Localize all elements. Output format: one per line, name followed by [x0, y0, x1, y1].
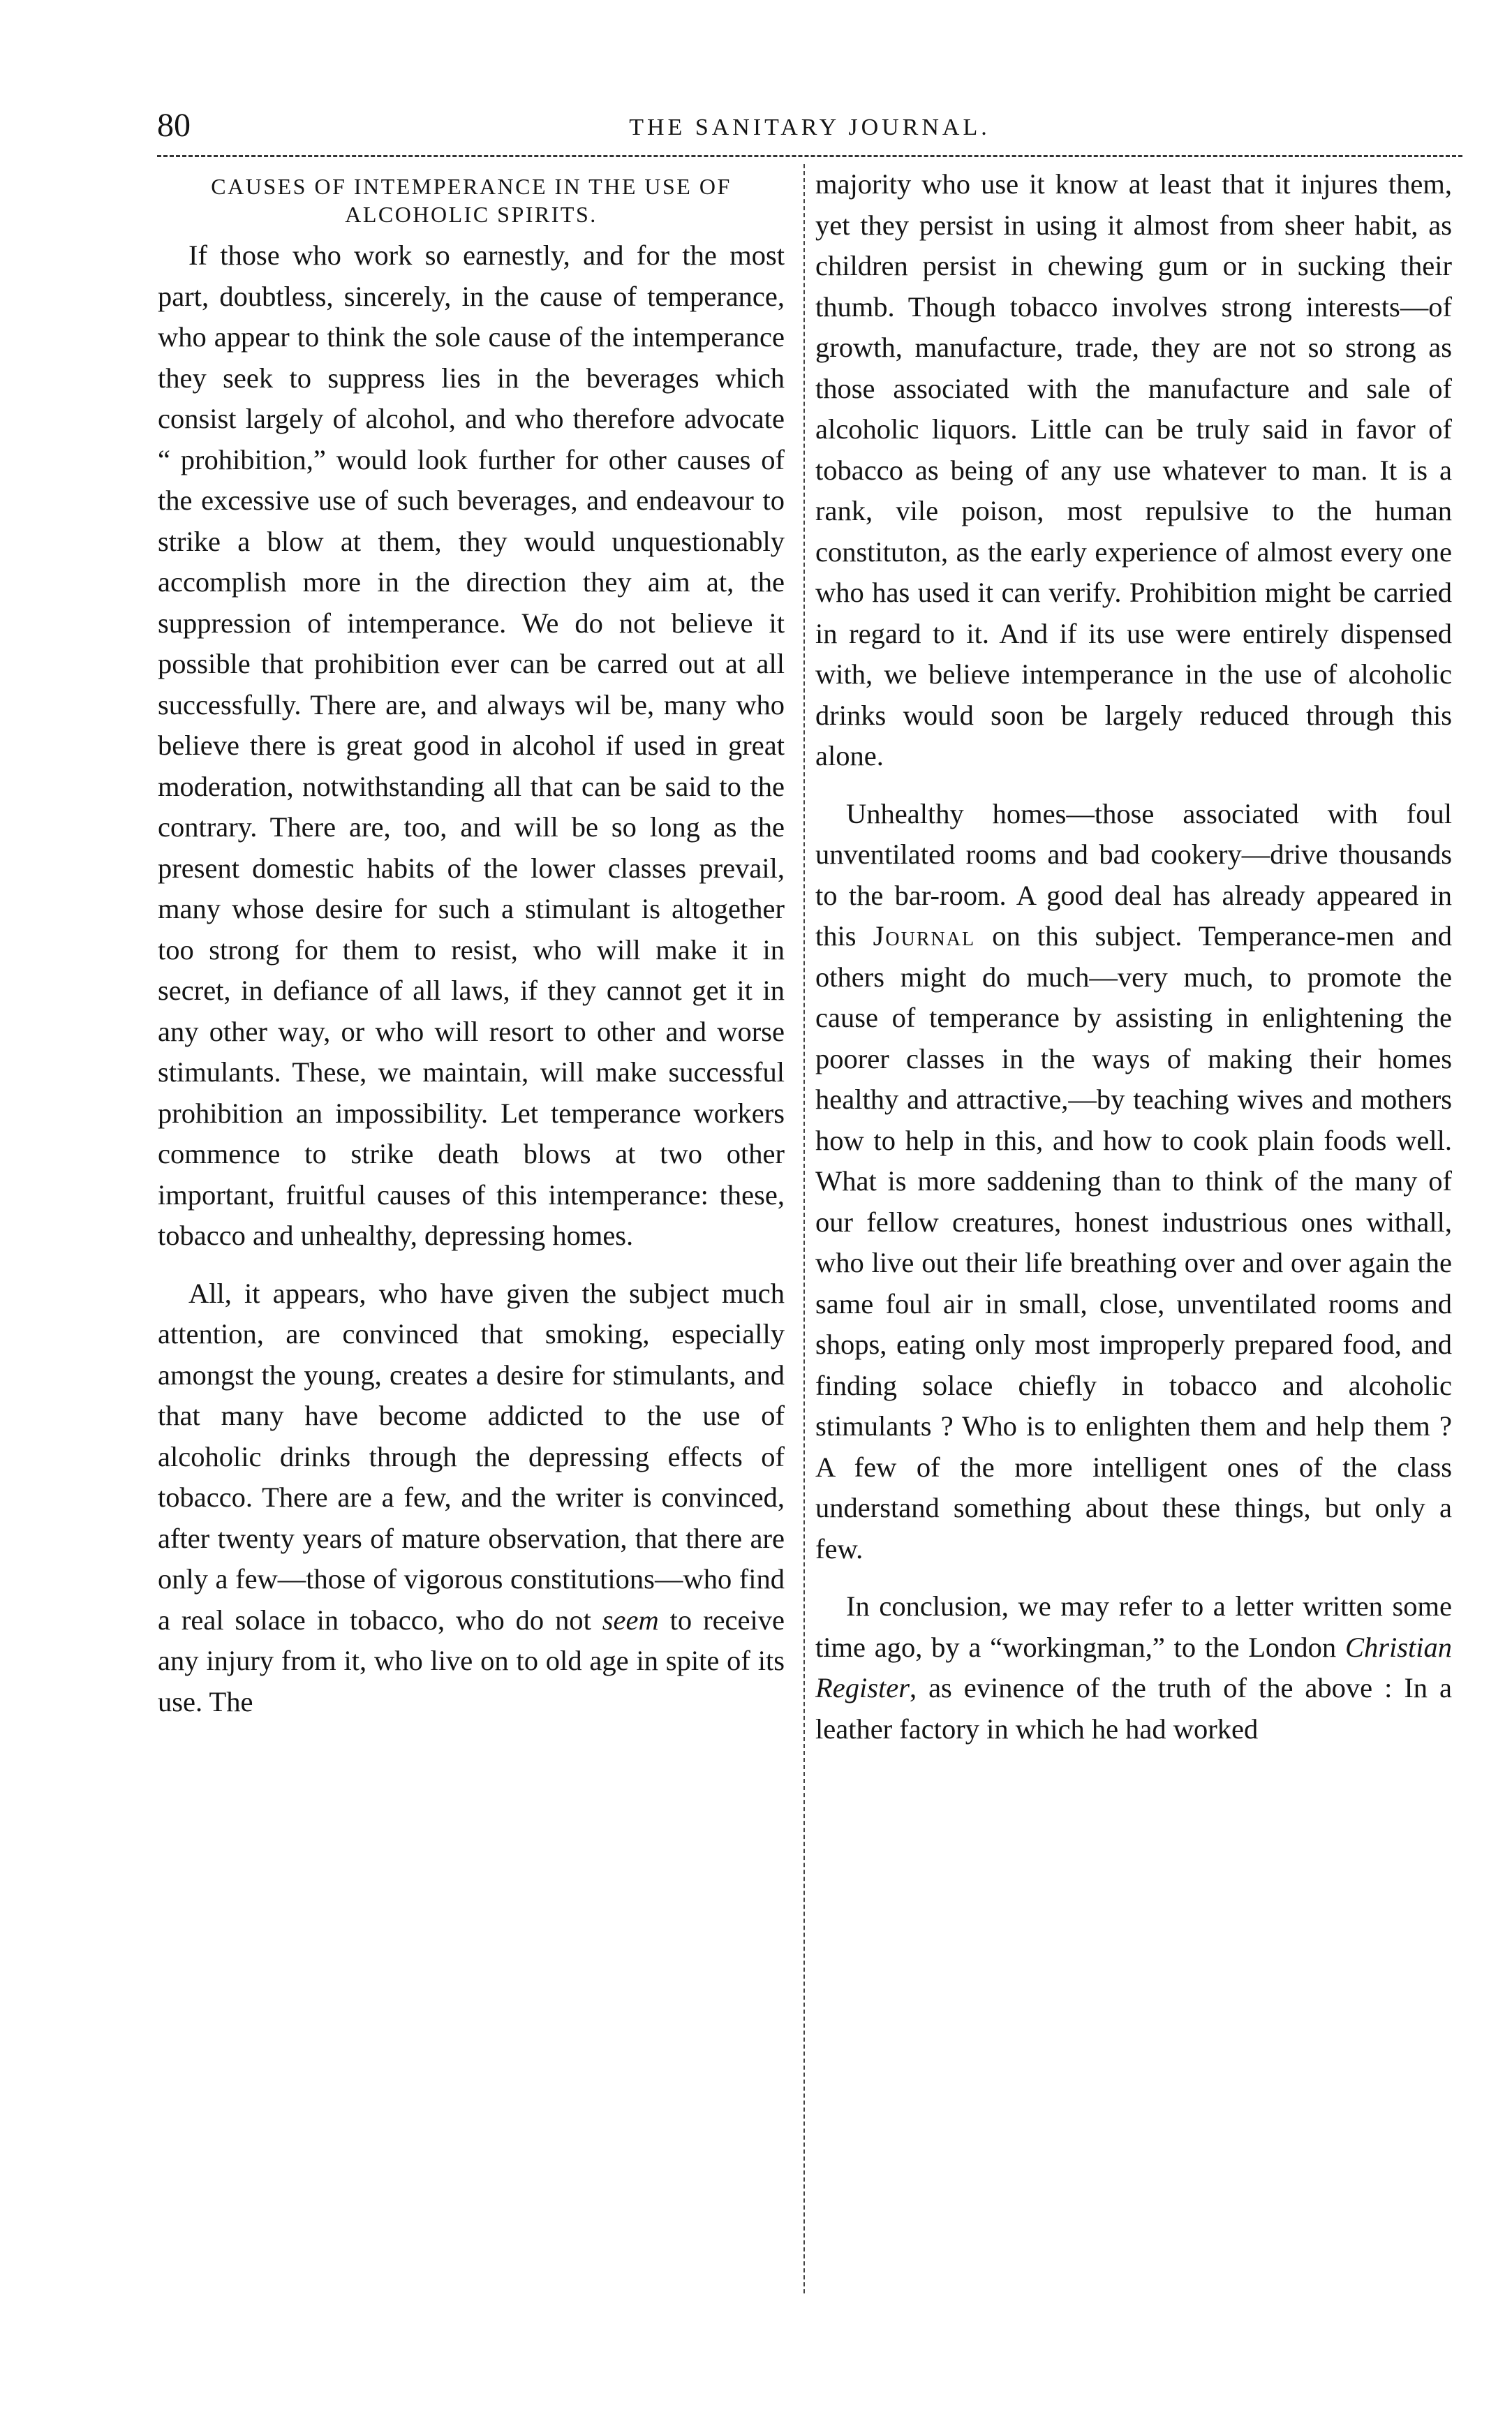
paragraph-2-text-b: to receive any injury from it, who live on to old age in spite of its use. The: [158, 1604, 785, 1717]
paragraph-4: [815, 1586, 1452, 1750]
column-divider: [803, 164, 805, 2293]
paragraph-3-text-a: Unhealthy homes—those associated with foul unventilated rooms and bad cookery—drive thousands to the bar-room. A good deal has already appeared in this: [815, 797, 1452, 952]
paragraph-2-emphasis: seem: [602, 1604, 659, 1636]
paragraph-2-text-a: All, it appears, who have given the subject much attention, are convinced that smoking, especially amongst the young, creates a desire for stimulants, and that many have become addicted to the use of alcoholic drinks through the depressing effects of tobacco. There are a few, and the writer is convinced, after twenty years of mature observation, that there are only a few—those of vigorous constitutions—who find a real solace in tobacco, who do not: [158, 1277, 785, 1636]
page-header: [157, 105, 1462, 154]
right-column: [815, 164, 1452, 1750]
left-column: [158, 164, 785, 1722]
journal-name: Journal: [873, 920, 976, 952]
article-title: CAUSES OF INTEMPERANCE IN THE USE OF ALCOHOLIC SPIRITS.: [211, 174, 732, 227]
paragraph-3: [815, 794, 1452, 1570]
paragraph-4-text-a: In conclusion, we may refer to a letter written some time ago, by a “workingman,” to the London: [815, 1590, 1452, 1663]
paragraph-2-continued: majority who use it know at least that it injures them, yet they persist in using it almost from sheer habit, as children persist in chewing gum or in sucking their thumb. Though tobacco involves strong interests—of growth, manufacture, trade, they are not so strong as those associated with the manufacture and sale of alcoholic liquors. Little can be truly said in favor of tobacco as being of any use whatever to man. It is a rank, vile poison, most repulsive to the human constituton, as the early experience of almost every one who has used it can verify. Prohibition might be carried in regard to it. And if its use were entirely dispensed with, we believe intemperance in the use of alcoholic drinks would soon be largely reduced through this alone.: [815, 168, 1452, 771]
page-number: 80: [157, 107, 191, 144]
paragraph-2: [158, 1273, 785, 1723]
paragraph-1: If those who work so earnestly, and for the most part, doubtless, sincerely, in the cause of temperance, who appear to think the sole cause of the intemperance they seek to suppress lies in the beverages which consist largely of alcohol, and who therefore advocate “ prohibition,” would look further for other causes of the excessive use of such beverages, and endeavour to strike a blow at them, they would unquestionably accomplish more in the direction they aim at, the suppression of intemperance. We do not believe it possible that prohibition ever can be carred out at all successfully. There are, and always wil be, many who believe there is great good in alcohol if used in great moderation, notwithstanding all that can be said to the contrary. There are, too, and will be so long as the present domestic habits of the lower classes prevail, many whose desire for such a stimulant is altogether too strong for them to resist, who will make it in secret, in defiance of all laws, if they cannot get it in any other way, or who will resort to other and worse stimulants. These, we maintain, will make successful prohibition an impossibility. Let temperance workers commence to strike death blows at two other important, fruitful causes of this intemperance: these, tobacco and unhealthy, depressing homes.: [158, 239, 785, 1251]
header-rule: [157, 155, 1462, 157]
running-title: THE SANITARY JOURNAL.: [629, 114, 991, 140]
publication-name: Christian Register: [815, 1631, 1452, 1703]
paragraph-3-text-b: on this subject. Temperance-men and others might do much—very much, to promote the cause of temperance by assisting in enlightening the poorer classes in the ways of making their homes healthy and attractive,—by teaching wives and mothers how to help in this, and how to cook plain foods well. What is more saddening than to think of the many of our fellow creatures, honest industrious ones withall, who live out their life breathing over and over again the same foul air in small, close, unventilated rooms and shops, eating only most improperly prepared food, and finding solace chiefly in tobacco and alcoholic stimulants ? Who is to enlighten them and help them ? A few of the more intelligent ones of the class understand something about these things, but only a few.: [815, 920, 1452, 1565]
paragraph-4-text-b: , as evinence of the truth of the above : In a leather factory in which he had worked: [815, 1672, 1452, 1745]
